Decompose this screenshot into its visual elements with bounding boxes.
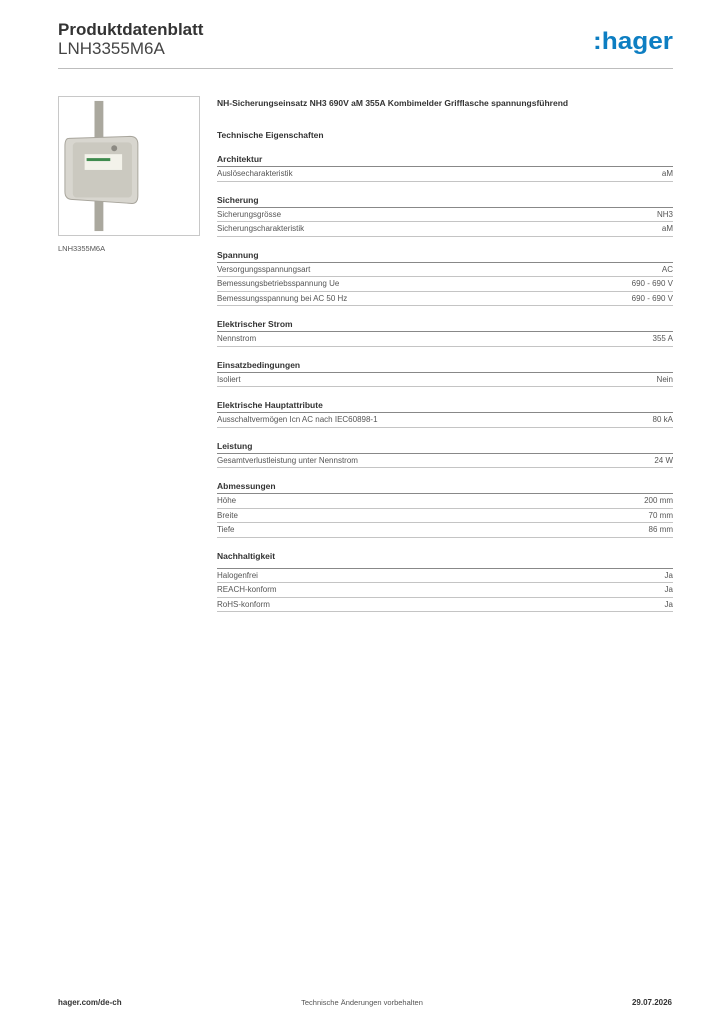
spec-row	[217, 523, 673, 538]
section-elektrischer-strom	[217, 318, 673, 347]
spec-value: Ja	[664, 570, 673, 580]
spec-label: Sicherungsgrösse	[217, 209, 282, 219]
spec-label: Versorgungsspannungsart	[217, 264, 311, 274]
spec-label: RoHS-konform	[217, 599, 270, 609]
spec-content	[217, 96, 673, 612]
image-caption: LNH3355M6A	[58, 244, 106, 253]
spec-row	[217, 569, 673, 584]
spec-value: Nein	[656, 374, 673, 384]
section-heading: Abmessungen	[217, 480, 673, 494]
section-heading: Sicherung	[217, 194, 673, 208]
page-title: Produktdatenblatt	[58, 20, 204, 39]
section-einsatzbedingungen	[217, 359, 673, 388]
spec-value: NH3	[656, 209, 673, 219]
spec-label: Auslösecharakteristik	[217, 169, 293, 178]
spec-value: 86 mm	[648, 525, 673, 534]
spec-value: Ja	[664, 599, 673, 609]
spec-row	[217, 373, 673, 388]
spec-value: 355 A	[652, 334, 673, 343]
spec-row	[217, 494, 673, 509]
footer-website-link[interactable]: hager.com/de-ch	[58, 998, 122, 1007]
spec-label: Tiefe	[217, 525, 235, 534]
footer-notice: Technische Änderungen vorbehalten	[301, 998, 423, 1007]
spec-row	[217, 277, 673, 292]
spec-value: 690 - 690 V	[631, 279, 673, 288]
hager-logo	[593, 27, 673, 57]
spec-row	[217, 222, 673, 237]
spec-row	[217, 583, 673, 598]
spec-row	[217, 413, 673, 428]
spec-label: Breite	[217, 510, 238, 520]
section-sicherung	[217, 194, 673, 237]
spec-label: Halogenfrei	[217, 570, 258, 580]
spec-row	[217, 598, 673, 613]
section-heading: Einsatzbedingungen	[217, 359, 673, 373]
tech-properties-heading: Technische Eigenschaften	[217, 130, 324, 140]
footer-date: 29.07.2026	[631, 998, 672, 1007]
section-heading: Nachhaltigkeit	[217, 550, 673, 569]
section-leistung	[217, 440, 673, 469]
section-heading: Elektrischer Strom	[217, 318, 673, 332]
section-spannung	[217, 249, 673, 307]
section-nachhaltigkeit	[217, 550, 673, 613]
spec-row	[217, 454, 673, 469]
section-heading: Architektur	[217, 153, 673, 167]
spec-label: Nennstrom	[217, 334, 257, 343]
spec-row	[217, 263, 673, 278]
spec-label: Gesamtverlustleistung unter Nennstrom	[217, 455, 358, 465]
spec-row	[217, 292, 673, 307]
section-heading: Spannung	[217, 249, 673, 263]
spec-row	[217, 167, 673, 182]
section-elektrische-hauptattribute	[217, 399, 673, 428]
header-divider	[58, 68, 673, 69]
section-architektur	[217, 153, 673, 182]
spec-label: Sicherungscharakteristik	[217, 224, 305, 233]
spec-label: Bemessungsbetriebsspannung Ue	[217, 279, 340, 288]
spec-value: 80 kA	[652, 415, 673, 424]
spec-label: Höhe	[217, 496, 237, 505]
section-heading: Leistung	[217, 440, 673, 454]
spec-value: 690 - 690 V	[631, 293, 673, 303]
spec-value: aM	[661, 169, 673, 178]
spec-value: Ja	[664, 585, 673, 594]
spec-label: Bemessungsspannung bei AC 50 Hz	[217, 293, 348, 303]
nh-fuse-image	[58, 96, 200, 236]
spec-value: 24 W	[654, 455, 673, 465]
spec-label: REACH-konform	[217, 585, 277, 594]
spec-row	[217, 208, 673, 223]
section-heading: Elektrische Hauptattribute	[217, 399, 673, 413]
spec-value: aM	[661, 224, 673, 233]
spec-value: 70 mm	[648, 510, 673, 520]
spec-label: Isoliert	[217, 374, 241, 384]
product-description: NH-Sicherungseinsatz NH3 690V aM 355A Kombimelder Grifflasche spannungsführend	[217, 98, 569, 108]
spec-value: AC	[661, 264, 673, 274]
section-abmessungen	[217, 480, 673, 538]
spec-row	[217, 332, 673, 347]
spec-value: 200 mm	[644, 496, 673, 505]
spec-label: Ausschaltvermögen Icn AC nach IEC60898-1	[217, 415, 378, 424]
product-code: LNH3355M6A	[58, 39, 165, 58]
spec-row	[217, 509, 673, 524]
logo-text: :hager	[593, 28, 673, 55]
